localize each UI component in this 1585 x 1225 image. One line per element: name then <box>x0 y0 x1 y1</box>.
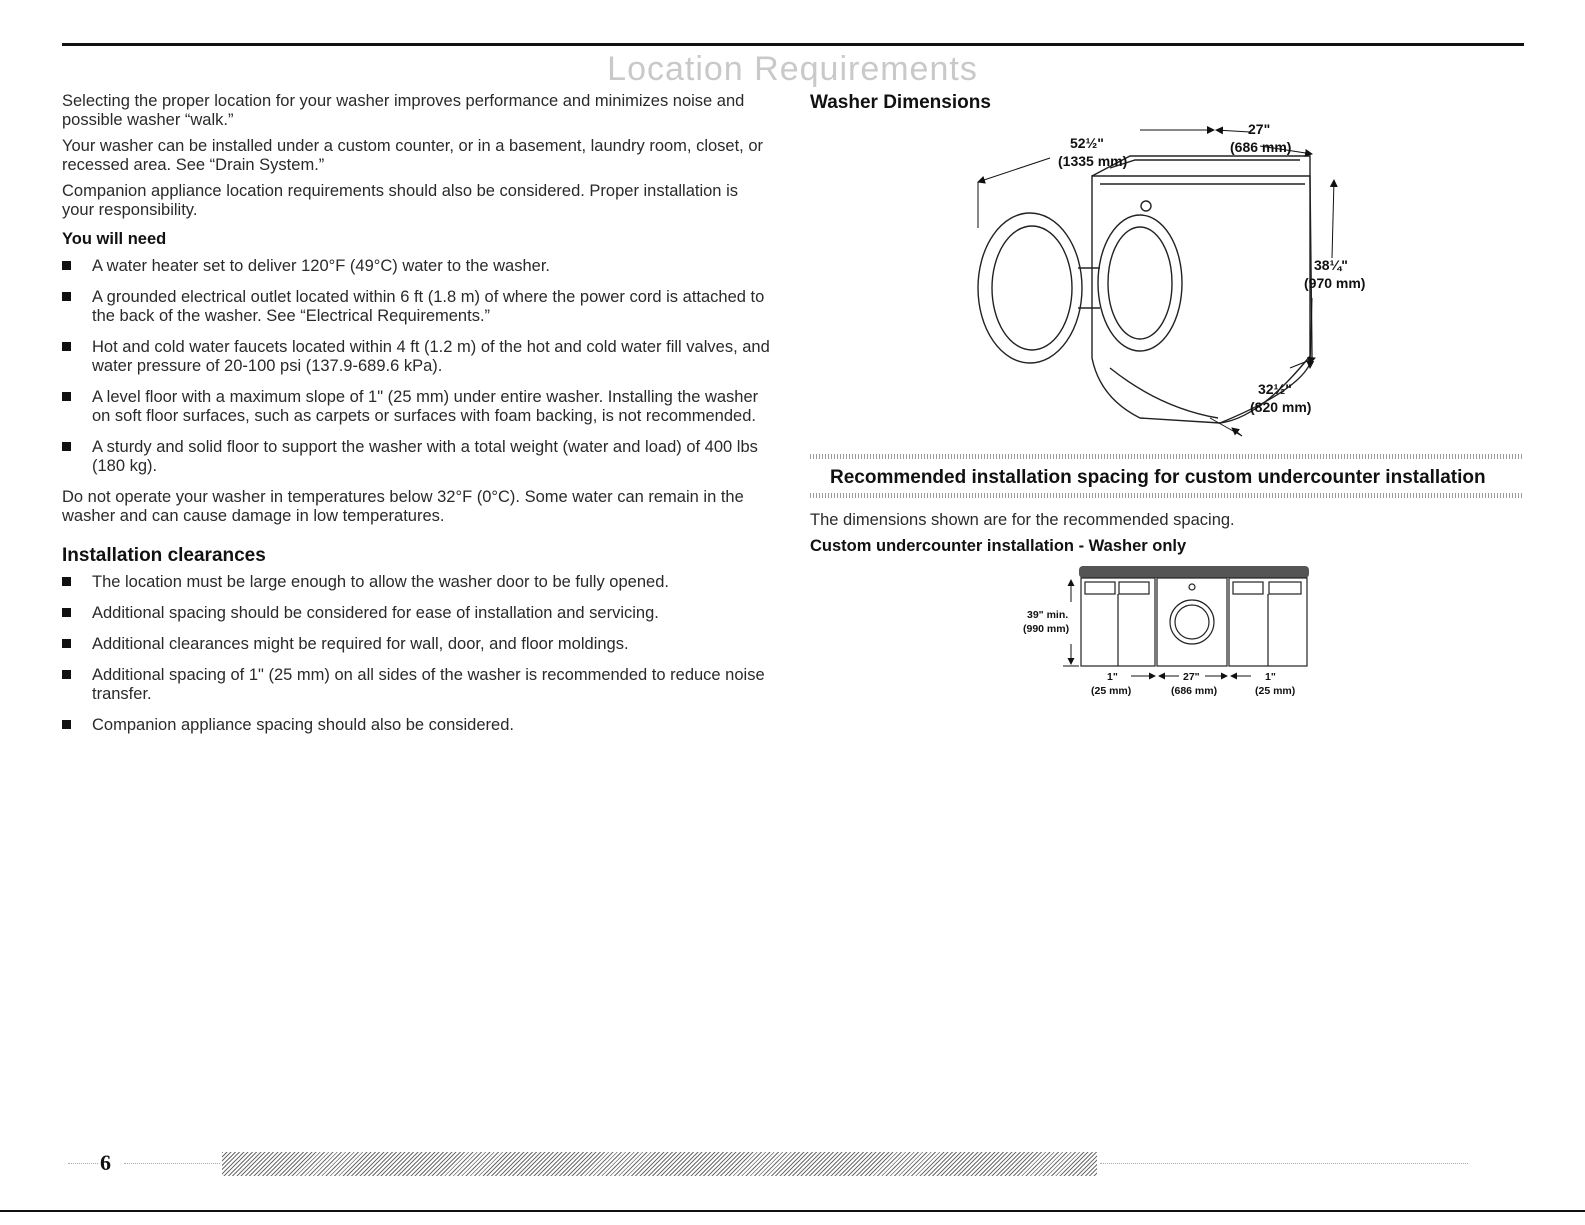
uc-left-gap-mm: (25 mm) <box>1091 685 1132 697</box>
uc-right-gap: 1" <box>1265 671 1276 683</box>
dim-depth: 32½" <box>1258 381 1292 397</box>
list-item: Companion appliance spacing should also be considered. <box>62 716 774 735</box>
spacing-banner <box>810 452 1524 500</box>
square-bullet-icon <box>62 577 71 586</box>
uc-width: 27" <box>1183 671 1200 683</box>
washer-front <box>1157 578 1227 666</box>
square-bullet-icon <box>62 342 71 351</box>
top-rule <box>62 43 1524 46</box>
list-item: The location must be large enough to allow the washer door to be fully opened. <box>62 573 774 592</box>
list-item: Additional clearances might be required for wall, door, and floor moldings. <box>62 635 774 654</box>
square-bullet-icon <box>62 292 71 301</box>
footer-hatch-bar <box>222 1152 1097 1176</box>
square-bullet-icon <box>62 608 71 617</box>
uc-right-gap-mm: (25 mm) <box>1255 685 1296 697</box>
list-item: Additional spacing should be considered for ease of installation and servicing. <box>62 604 774 623</box>
footer-dots-left <box>68 1163 98 1164</box>
door-opening <box>1098 215 1182 351</box>
dim-width-mm: (686 mm) <box>1230 139 1292 155</box>
square-bullet-icon <box>62 261 71 270</box>
list-item: Additional spacing of 1" (25 mm) on all sides of the washer is recommended to reduce noise transfer. <box>62 666 774 704</box>
washer-dimensions-illustration <box>960 118 1380 448</box>
page-title: Location Requirements <box>607 50 978 88</box>
square-bullet-icon <box>62 670 71 679</box>
footer-dots-right <box>1100 1163 1468 1164</box>
countertop <box>1079 566 1309 578</box>
undercounter-heading: Custom undercounter installation - Washer only <box>810 537 1187 555</box>
uc-height-mm: (990 mm) <box>1023 623 1070 635</box>
uc-height: 39" min. <box>1027 609 1069 621</box>
spacing-description: The dimensions shown are for the recommended spacing. <box>810 511 1235 529</box>
list-item: A grounded electrical outlet located within 6 ft (1.8 m) of where the power cord is attached to the back of the washer. See “Electrical Requirements.” <box>62 288 774 326</box>
dim-height-mm: (970 mm) <box>1304 275 1366 291</box>
you-will-need-heading: You will need <box>62 230 167 248</box>
open-door <box>978 213 1082 363</box>
list-item: A sturdy and solid floor to support the washer with a total weight (water and load) of 400 lbs (180 kg). <box>62 438 774 476</box>
undercounter-illustration <box>1015 562 1315 707</box>
banner-hatch-top <box>810 454 1524 459</box>
uc-width-mm: (686 mm) <box>1171 685 1218 697</box>
list-item: A level floor with a maximum slope of 1" (25 mm) under entire washer. Installing the washer on soft floor surfaces, such as carpets or surfaces with foam backing, is not recommended. <box>62 388 774 426</box>
square-bullet-icon <box>62 442 71 451</box>
banner-hatch-bottom <box>810 493 1524 498</box>
square-bullet-icon <box>62 639 71 648</box>
dim-depth-open-mm: (1335 mm) <box>1058 153 1128 169</box>
square-bullet-icon <box>62 392 71 401</box>
left-column <box>62 92 774 747</box>
dim-depth-mm: (820 mm) <box>1250 399 1312 415</box>
page-number: 6 <box>100 1150 111 1175</box>
spacing-banner-title: Recommended installation spacing for custom undercounter installation <box>830 467 1486 488</box>
dial-icon <box>1141 201 1151 211</box>
intro-paragraph-3: Companion appliance location requirements should also be considered. Proper installation is your responsibility. <box>62 182 738 219</box>
clearances-list <box>62 573 774 735</box>
footer-dots-mid <box>124 1163 220 1164</box>
temperature-warning: Do not operate your washer in temperatures below 32°F (0°C). Some water can remain in the washer and can cause damage in low temperatures. <box>62 488 744 525</box>
washer-dimensions-heading: Washer Dimensions <box>810 92 991 113</box>
dim-height: 38¼" <box>1314 257 1348 273</box>
list-item: Hot and cold water faucets located within 4 ft (1.2 m) of the hot and cold water fill valves, and water pressure of 20-100 psi (137.9-689.6 kPa). <box>62 338 774 376</box>
square-bullet-icon <box>62 720 71 729</box>
dim-width: 27" <box>1248 121 1271 137</box>
intro-paragraph-2: Your washer can be installed under a custom counter, or in a basement, laundry room, closet, or recessed area. See “Drain System.” <box>62 137 764 174</box>
list-item: A water heater set to deliver 120°F (49°C) water to the washer. <box>62 257 774 276</box>
right-column <box>810 92 1524 114</box>
clearances-heading: Installation clearances <box>62 545 266 566</box>
uc-left-gap: 1" <box>1107 671 1118 683</box>
you-will-need-list <box>62 257 774 476</box>
bottom-rule <box>0 1210 1585 1212</box>
intro-paragraph-1: Selecting the proper location for your washer improves performance and minimizes noise and possible washer “walk.” <box>62 92 745 129</box>
dim-depth-open: 52½" <box>1070 135 1104 151</box>
